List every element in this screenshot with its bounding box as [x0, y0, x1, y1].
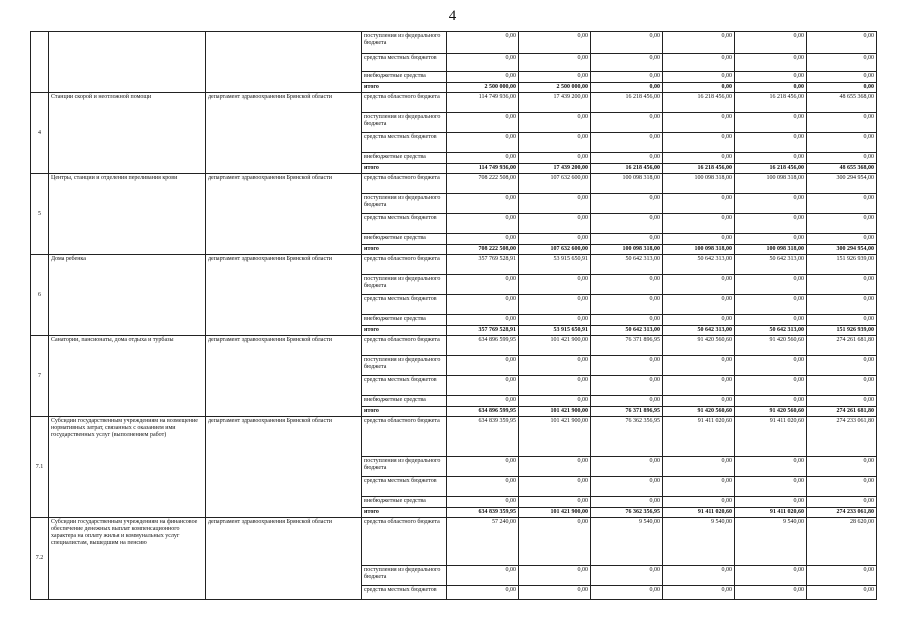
amount-cell: 151 926 939,00	[807, 255, 877, 275]
source-label-cell: внебюджетные средства	[362, 153, 447, 164]
source-label-cell: средства областного бюджета	[362, 93, 447, 113]
amount-cell: 57 240,00	[447, 518, 519, 566]
source-label-cell: внебюджетные средства	[362, 72, 447, 83]
table-row	[31, 174, 877, 194]
amount-cell: 0,00	[663, 566, 735, 586]
amount-cell: 0,00	[807, 214, 877, 234]
amount-cell: 0,00	[735, 133, 807, 153]
amount-cell: 0,00	[807, 497, 877, 508]
amount-cell: 634 896 599,95	[447, 407, 519, 417]
amount-cell: 76 371 896,95	[591, 336, 663, 356]
row-index-cell	[31, 32, 49, 93]
amount-cell: 0,00	[591, 356, 663, 376]
amount-cell: 100 098 318,00	[591, 245, 663, 255]
amount-cell: 0,00	[735, 83, 807, 93]
amount-cell: 0,00	[735, 566, 807, 586]
amount-cell: 107 632 600,00	[519, 174, 591, 194]
amount-cell: 0,00	[591, 396, 663, 407]
amount-cell: 0,00	[663, 376, 735, 396]
amount-cell: 357 769 528,91	[447, 326, 519, 336]
amount-cell: 0,00	[519, 518, 591, 566]
amount-cell: 16 218 456,00	[663, 164, 735, 174]
amount-cell: 0,00	[447, 477, 519, 497]
amount-cell: 91 420 560,60	[735, 407, 807, 417]
amount-cell: 76 362 356,95	[591, 417, 663, 457]
amount-cell: 0,00	[807, 396, 877, 407]
amount-cell: 0,00	[591, 32, 663, 54]
amount-cell: 0,00	[807, 234, 877, 245]
amount-cell: 0,00	[519, 497, 591, 508]
table-row	[31, 93, 877, 113]
amount-cell: 100 098 318,00	[591, 174, 663, 194]
source-label-cell: поступления из федерального бюджета	[362, 32, 447, 54]
amount-cell: 100 098 318,00	[735, 245, 807, 255]
measure-name-cell: Дома ребенка	[49, 255, 206, 336]
amount-cell: 300 294 954,00	[807, 245, 877, 255]
amount-cell: 0,00	[735, 497, 807, 508]
amount-cell: 0,00	[807, 315, 877, 326]
amount-cell: 0,00	[663, 356, 735, 376]
amount-cell: 0,00	[591, 275, 663, 295]
measure-name-cell: Субсидии государственным учреждениям на возмещение нормативных затрат, связанных с оказанием ими государственных услуг (выполнением работ)	[49, 417, 206, 518]
amount-cell: 0,00	[447, 153, 519, 164]
amount-cell: 0,00	[663, 315, 735, 326]
table-row	[31, 417, 877, 457]
amount-cell: 0,00	[663, 234, 735, 245]
measure-name-cell: Санатории, пансионаты, дома отдыха и турбазы	[49, 336, 206, 417]
source-label-cell: итого	[362, 245, 447, 255]
source-label-cell: поступления из федерального бюджета	[362, 457, 447, 477]
amount-cell: 53 915 650,91	[519, 255, 591, 275]
amount-cell: 91 420 560,60	[663, 336, 735, 356]
amount-cell: 0,00	[663, 133, 735, 153]
amount-cell: 50 642 313,00	[735, 255, 807, 275]
table-row	[31, 336, 877, 356]
amount-cell: 0,00	[519, 295, 591, 315]
amount-cell: 0,00	[735, 396, 807, 407]
amount-cell: 0,00	[735, 586, 807, 600]
measure-name-cell: Субсидии государственным учреждениям на финансовое обеспечение денежных выплат компенсационного характера на оплату жилья и коммунальных услуг специалистам, вышедшим на пенсию	[49, 518, 206, 600]
source-label-cell: внебюджетные средства	[362, 315, 447, 326]
amount-cell: 50 642 313,00	[663, 255, 735, 275]
amount-cell: 0,00	[519, 234, 591, 245]
amount-cell: 0,00	[735, 376, 807, 396]
table-row	[31, 255, 877, 275]
amount-cell: 0,00	[447, 376, 519, 396]
amount-cell: 0,00	[663, 396, 735, 407]
amount-cell: 0,00	[663, 194, 735, 214]
amount-cell: 274 233 061,80	[807, 508, 877, 518]
amount-cell: 0,00	[807, 376, 877, 396]
amount-cell: 17 439 200,00	[519, 164, 591, 174]
amount-cell: 0,00	[591, 54, 663, 72]
amount-cell: 0,00	[447, 194, 519, 214]
source-label-cell: поступления из федерального бюджета	[362, 356, 447, 376]
table-row	[31, 32, 877, 54]
amount-cell: 0,00	[591, 214, 663, 234]
amount-cell: 0,00	[447, 497, 519, 508]
amount-cell: 100 098 318,00	[663, 174, 735, 194]
budget-table	[30, 31, 877, 600]
amount-cell: 16 218 456,00	[663, 93, 735, 113]
amount-cell: 0,00	[591, 477, 663, 497]
amount-cell: 91 420 560,60	[663, 407, 735, 417]
amount-cell: 0,00	[735, 214, 807, 234]
amount-cell: 0,00	[519, 356, 591, 376]
amount-cell: 0,00	[735, 194, 807, 214]
amount-cell: 0,00	[735, 72, 807, 83]
amount-cell: 0,00	[663, 113, 735, 133]
amount-cell: 0,00	[663, 275, 735, 295]
executor-cell: департамент здравоохранения Брянской области	[206, 336, 362, 417]
amount-cell: 0,00	[447, 586, 519, 600]
amount-cell: 16 218 456,00	[591, 93, 663, 113]
amount-cell: 91 411 020,60	[735, 417, 807, 457]
table-body	[31, 32, 877, 600]
amount-cell: 0,00	[591, 566, 663, 586]
amount-cell: 0,00	[807, 477, 877, 497]
amount-cell: 17 439 200,00	[519, 93, 591, 113]
amount-cell: 0,00	[519, 275, 591, 295]
amount-cell: 274 261 681,80	[807, 407, 877, 417]
source-label-cell: итого	[362, 407, 447, 417]
amount-cell: 0,00	[447, 315, 519, 326]
source-label-cell: средства областного бюджета	[362, 174, 447, 194]
amount-cell: 101 421 900,00	[519, 407, 591, 417]
amount-cell: 357 769 528,91	[447, 255, 519, 275]
row-index-cell: 7.2	[31, 518, 49, 600]
amount-cell: 0,00	[519, 457, 591, 477]
amount-cell: 0,00	[735, 356, 807, 376]
amount-cell: 0,00	[447, 54, 519, 72]
amount-cell: 274 261 681,80	[807, 336, 877, 356]
amount-cell: 634 839 359,95	[447, 508, 519, 518]
amount-cell: 300 294 954,00	[807, 174, 877, 194]
row-index-cell: 5	[31, 174, 49, 255]
amount-cell: 0,00	[519, 194, 591, 214]
amount-cell: 0,00	[591, 497, 663, 508]
row-index-cell: 6	[31, 255, 49, 336]
amount-cell: 0,00	[591, 133, 663, 153]
source-label-cell: поступления из федерального бюджета	[362, 113, 447, 133]
amount-cell: 114 749 936,00	[447, 164, 519, 174]
measure-name-cell	[49, 32, 206, 93]
amount-cell: 0,00	[591, 295, 663, 315]
amount-cell: 0,00	[447, 133, 519, 153]
amount-cell: 50 642 313,00	[663, 326, 735, 336]
amount-cell: 0,00	[447, 295, 519, 315]
amount-cell: 151 926 939,00	[807, 326, 877, 336]
amount-cell: 0,00	[519, 32, 591, 54]
amount-cell: 76 371 896,95	[591, 407, 663, 417]
amount-cell: 0,00	[807, 153, 877, 164]
executor-cell: департамент здравоохранения Брянской области	[206, 93, 362, 174]
amount-cell: 0,00	[591, 457, 663, 477]
amount-cell: 0,00	[447, 396, 519, 407]
amount-cell: 0,00	[807, 275, 877, 295]
amount-cell: 101 421 900,00	[519, 417, 591, 457]
amount-cell: 9 540,00	[663, 518, 735, 566]
amount-cell: 0,00	[735, 275, 807, 295]
source-label-cell: итого	[362, 326, 447, 336]
amount-cell: 0,00	[519, 72, 591, 83]
amount-cell: 50 642 313,00	[591, 255, 663, 275]
amount-cell: 0,00	[591, 153, 663, 164]
amount-cell: 0,00	[735, 234, 807, 245]
amount-cell: 708 222 508,00	[447, 174, 519, 194]
amount-cell: 76 362 356,95	[591, 508, 663, 518]
amount-cell: 9 540,00	[735, 518, 807, 566]
amount-cell: 274 233 061,80	[807, 417, 877, 457]
executor-cell: департамент здравоохранения Брянской области	[206, 255, 362, 336]
amount-cell: 16 218 456,00	[735, 164, 807, 174]
amount-cell: 0,00	[591, 72, 663, 83]
executor-cell: департамент здравоохранения Брянской области	[206, 518, 362, 600]
amount-cell: 28 620,00	[807, 518, 877, 566]
amount-cell: 0,00	[591, 113, 663, 133]
amount-cell: 9 540,00	[591, 518, 663, 566]
row-index-cell: 7	[31, 336, 49, 417]
amount-cell: 0,00	[807, 133, 877, 153]
amount-cell: 0,00	[519, 54, 591, 72]
amount-cell: 48 655 368,00	[807, 93, 877, 113]
amount-cell: 16 218 456,00	[735, 93, 807, 113]
amount-cell: 0,00	[735, 295, 807, 315]
amount-cell: 107 632 600,00	[519, 245, 591, 255]
amount-cell: 0,00	[447, 32, 519, 54]
source-label-cell: итого	[362, 83, 447, 93]
executor-cell: департамент здравоохранения Брянской области	[206, 174, 362, 255]
amount-cell: 0,00	[591, 194, 663, 214]
amount-cell: 100 098 318,00	[735, 174, 807, 194]
amount-cell: 0,00	[447, 234, 519, 245]
amount-cell: 0,00	[663, 153, 735, 164]
amount-cell: 2 500 000,00	[447, 83, 519, 93]
amount-cell: 0,00	[807, 72, 877, 83]
table-row	[31, 518, 877, 566]
source-label-cell: средства местных бюджетов	[362, 54, 447, 72]
source-label-cell: средства областного бюджета	[362, 417, 447, 457]
amount-cell: 0,00	[519, 153, 591, 164]
source-label-cell: поступления из федерального бюджета	[362, 194, 447, 214]
amount-cell: 0,00	[663, 295, 735, 315]
source-label-cell: средства местных бюджетов	[362, 295, 447, 315]
amount-cell: 50 642 313,00	[591, 326, 663, 336]
amount-cell: 0,00	[663, 497, 735, 508]
amount-cell: 0,00	[519, 566, 591, 586]
amount-cell: 91 411 020,60	[735, 508, 807, 518]
source-label-cell: средства областного бюджета	[362, 518, 447, 566]
amount-cell: 0,00	[807, 54, 877, 72]
amount-cell: 0,00	[663, 477, 735, 497]
amount-cell: 0,00	[447, 457, 519, 477]
source-label-cell: внебюджетные средства	[362, 497, 447, 508]
page-number: 4	[448, 8, 457, 24]
source-label-cell: средства местных бюджетов	[362, 477, 447, 497]
amount-cell: 634 896 599,95	[447, 336, 519, 356]
amount-cell: 0,00	[519, 376, 591, 396]
amount-cell: 0,00	[519, 113, 591, 133]
amount-cell: 0,00	[447, 275, 519, 295]
amount-cell: 0,00	[735, 153, 807, 164]
amount-cell: 0,00	[519, 315, 591, 326]
amount-cell: 0,00	[807, 295, 877, 315]
amount-cell: 0,00	[447, 566, 519, 586]
amount-cell: 0,00	[591, 586, 663, 600]
amount-cell: 0,00	[447, 214, 519, 234]
amount-cell: 0,00	[519, 396, 591, 407]
source-label-cell: внебюджетные средства	[362, 234, 447, 245]
amount-cell: 0,00	[735, 477, 807, 497]
source-label-cell: средства областного бюджета	[362, 336, 447, 356]
amount-cell: 0,00	[519, 214, 591, 234]
amount-cell: 634 839 359,95	[447, 417, 519, 457]
amount-cell: 0,00	[591, 83, 663, 93]
amount-cell: 100 098 318,00	[663, 245, 735, 255]
amount-cell: 0,00	[591, 234, 663, 245]
amount-cell: 0,00	[735, 54, 807, 72]
amount-cell: 0,00	[735, 315, 807, 326]
source-label-cell: поступления из федерального бюджета	[362, 275, 447, 295]
amount-cell: 91 411 020,60	[663, 508, 735, 518]
amount-cell: 0,00	[807, 83, 877, 93]
row-index-cell: 4	[31, 93, 49, 174]
amount-cell: 0,00	[735, 457, 807, 477]
amount-cell: 0,00	[807, 566, 877, 586]
measure-name-cell: Станции скорой и неотложной помощи	[49, 93, 206, 174]
source-label-cell: внебюджетные средства	[362, 396, 447, 407]
amount-cell: 0,00	[663, 54, 735, 72]
amount-cell: 0,00	[447, 356, 519, 376]
executor-cell: департамент здравоохранения Брянской области	[206, 417, 362, 518]
amount-cell: 53 915 650,91	[519, 326, 591, 336]
amount-cell: 16 218 456,00	[591, 164, 663, 174]
amount-cell: 50 642 313,00	[735, 326, 807, 336]
source-label-cell: итого	[362, 508, 447, 518]
measure-name-cell: Центры, станции и отделения переливания крови	[49, 174, 206, 255]
amount-cell: 0,00	[519, 477, 591, 497]
amount-cell: 2 500 000,00	[519, 83, 591, 93]
source-label-cell: средства местных бюджетов	[362, 376, 447, 396]
amount-cell: 101 421 900,00	[519, 508, 591, 518]
source-label-cell: средства местных бюджетов	[362, 133, 447, 153]
amount-cell: 0,00	[807, 194, 877, 214]
amount-cell: 0,00	[519, 586, 591, 600]
amount-cell: 0,00	[807, 586, 877, 600]
amount-cell: 0,00	[807, 32, 877, 54]
amount-cell: 101 421 900,00	[519, 336, 591, 356]
amount-cell: 708 222 508,00	[447, 245, 519, 255]
source-label-cell: средства областного бюджета	[362, 255, 447, 275]
row-index-cell: 7.1	[31, 417, 49, 518]
amount-cell: 0,00	[519, 133, 591, 153]
amount-cell: 0,00	[447, 113, 519, 133]
amount-cell: 91 411 020,60	[663, 417, 735, 457]
amount-cell: 0,00	[591, 315, 663, 326]
amount-cell: 0,00	[807, 113, 877, 133]
amount-cell: 91 420 560,60	[735, 336, 807, 356]
amount-cell: 48 655 368,00	[807, 164, 877, 174]
amount-cell: 0,00	[807, 457, 877, 477]
amount-cell: 0,00	[663, 32, 735, 54]
executor-cell	[206, 32, 362, 93]
source-label-cell: поступления из федерального бюджета	[362, 566, 447, 586]
amount-cell: 0,00	[663, 72, 735, 83]
amount-cell: 0,00	[663, 457, 735, 477]
amount-cell: 0,00	[735, 113, 807, 133]
amount-cell: 114 749 936,00	[447, 93, 519, 113]
amount-cell: 0,00	[447, 72, 519, 83]
amount-cell: 0,00	[663, 214, 735, 234]
amount-cell: 0,00	[735, 32, 807, 54]
source-label-cell: средства местных бюджетов	[362, 586, 447, 600]
amount-cell: 0,00	[807, 356, 877, 376]
source-label-cell: средства местных бюджетов	[362, 214, 447, 234]
source-label-cell: итого	[362, 164, 447, 174]
amount-cell: 0,00	[591, 376, 663, 396]
amount-cell: 0,00	[663, 586, 735, 600]
amount-cell: 0,00	[663, 83, 735, 93]
